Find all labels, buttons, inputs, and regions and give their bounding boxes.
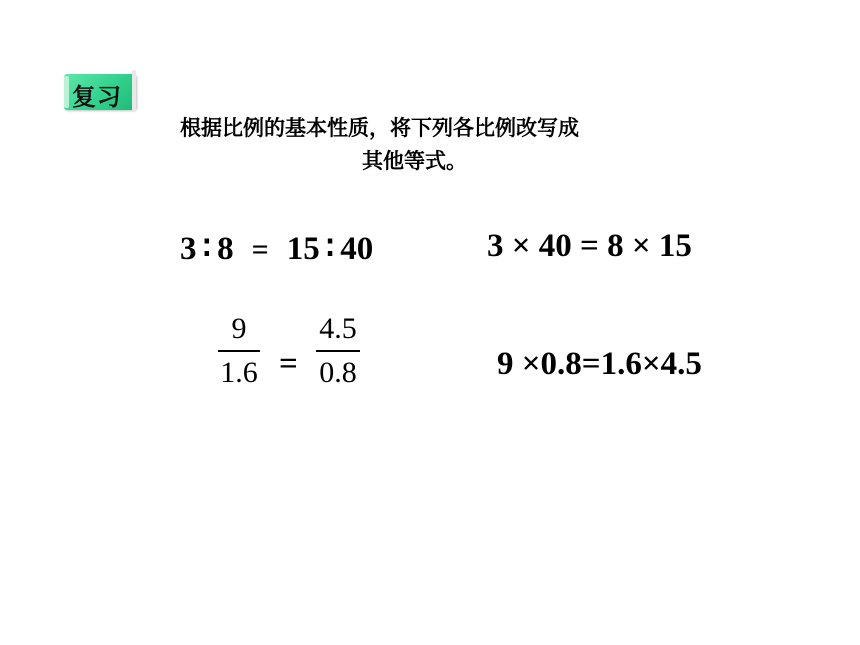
ratio-equals: =: [251, 233, 269, 266]
ratio-right-consequent: 40: [340, 231, 374, 267]
fraction-right-numerator: 4.5: [319, 312, 357, 345]
fraction-right-denominator: 0.8: [319, 355, 357, 389]
fraction-right: [316, 312, 360, 390]
ratio-right-antecedent: 15: [286, 231, 320, 267]
fraction-left-denominator: 1.6: [220, 355, 258, 389]
instruction-line-1: 根据比例的基本性质，将下列各比例改写成: [180, 116, 579, 140]
ratio-colon: ∶: [325, 231, 335, 267]
ratio-left-consequent: 8: [217, 231, 234, 267]
fraction-right-bar: [316, 350, 360, 352]
product-equation-2: 9 ×0.8=1.6×4.5: [497, 346, 702, 382]
product-equation-1: 3 × 40 = 8 × 15: [487, 228, 692, 264]
ratio-left-antecedent: 3: [180, 231, 197, 267]
fraction-left-bar: [218, 350, 260, 352]
ratio-colon: ∶: [202, 231, 212, 267]
review-badge-label: 复习: [72, 83, 122, 111]
ratio-equation: [180, 228, 373, 268]
review-badge: [64, 74, 136, 110]
fraction-left-numerator: 9: [231, 312, 247, 345]
fraction-equals: =: [279, 346, 298, 382]
instruction-line-2: 其他等式。: [362, 149, 467, 173]
fraction-left: [218, 312, 260, 390]
